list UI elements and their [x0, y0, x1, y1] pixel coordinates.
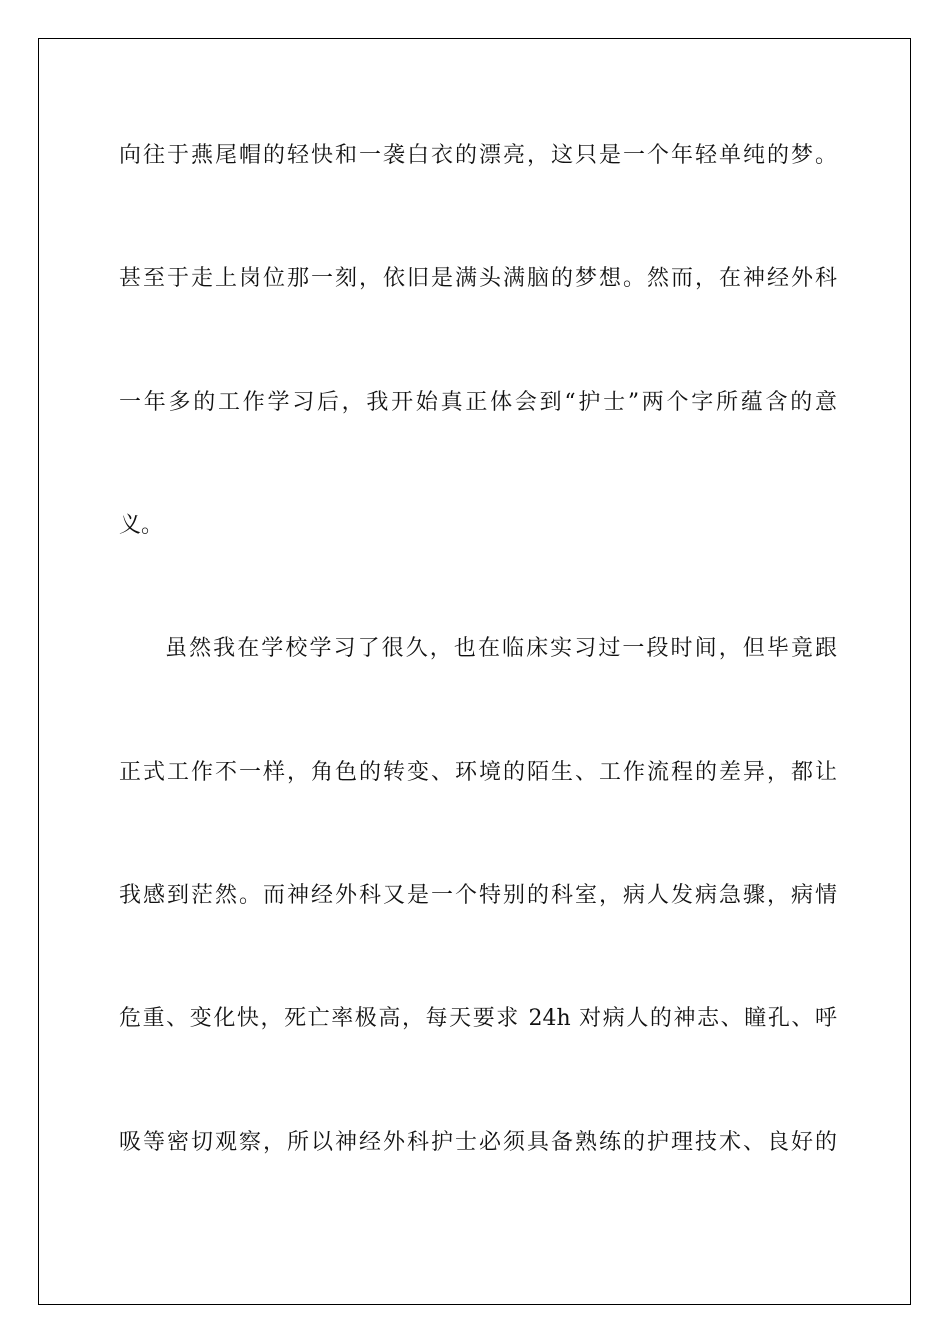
paragraph-line: 向往于燕尾帽的轻快和一袭白衣的漂亮，这只是一个年轻单纯的梦。 — [119, 143, 837, 168]
paragraph-line: 义。 — [119, 513, 164, 538]
paragraph-line: 正式工作不一样，角色的转变、环境的陌生、工作流程的差异，都让 — [119, 760, 837, 785]
paragraph-line: 虽然我在学校学习了很久，也在临床实习过一段时间，但毕竟跟 — [165, 636, 837, 661]
document-page — [38, 38, 911, 1305]
paragraph-line: 吸等密切观察，所以神经外科护士必须具备熟练的护理技术、良好的 — [119, 1130, 837, 1155]
paragraph-line: 我感到茫然。而神经外科又是一个特别的科室，病人发病急骤，病情 — [119, 883, 837, 908]
paragraph-line: 甚至于走上岗位那一刻，依旧是满头满脑的梦想。然而，在神经外科 — [119, 266, 837, 291]
paragraph-line: 一年多的工作学习后，我开始真正体会到“护士”两个字所蕴含的意 — [119, 390, 837, 415]
paragraph-line: 危重、变化快，死亡率极高，每天要求 24h 对病人的神志、瞳孔、呼 — [119, 1006, 837, 1031]
